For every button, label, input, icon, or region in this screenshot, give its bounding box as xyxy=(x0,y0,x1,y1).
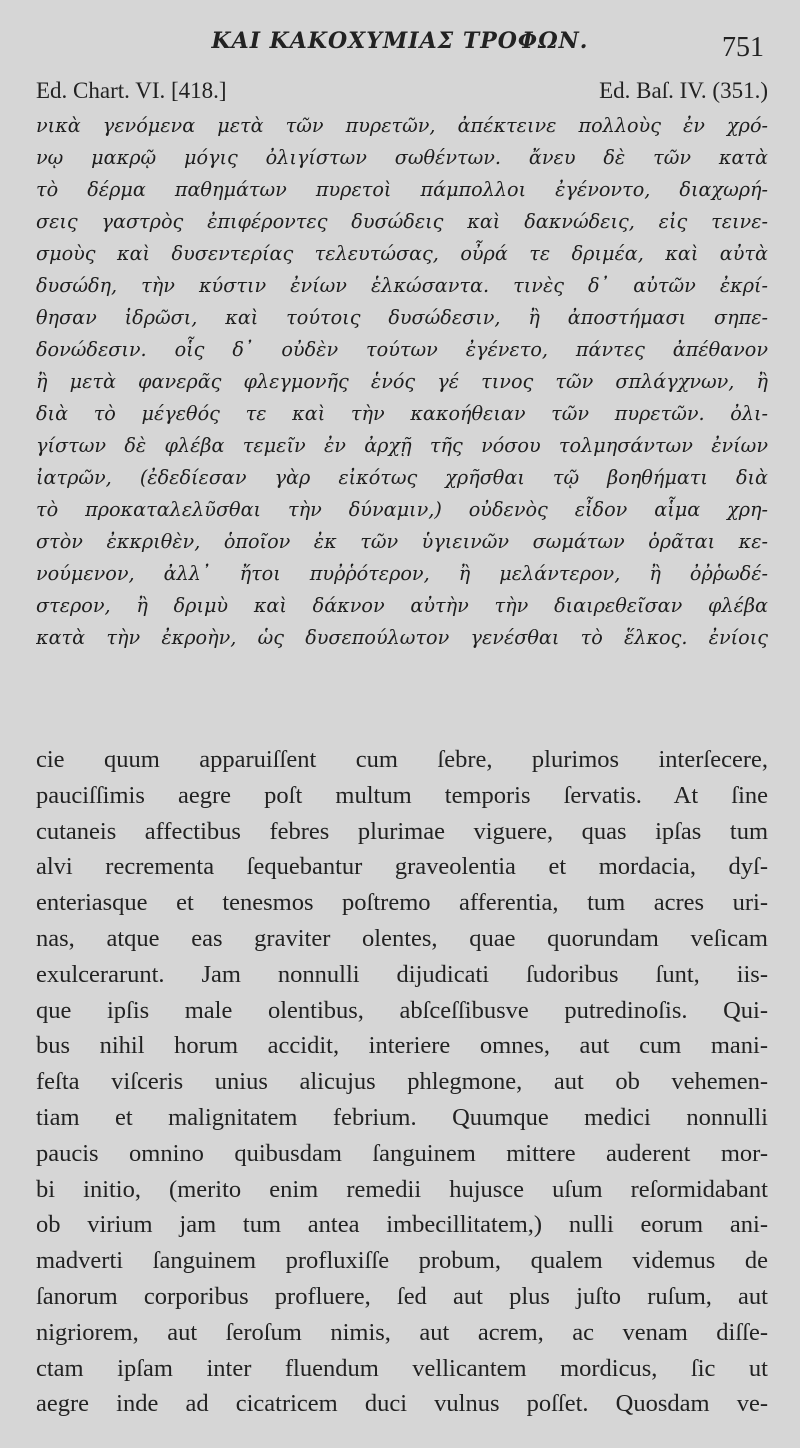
latin-line: tiam et malignitatem febrium. Quumque medici nonnulli xyxy=(36,1103,768,1131)
greek-line: σεις γαστρὸς ἐπιφέροντες δυσώδεις καὶ δακνώδεις, εἰς τεινε- xyxy=(36,210,768,233)
latin-line: nigriorem, aut ſeroſum nimis, aut acrem, ac venam diſſe- xyxy=(36,1318,768,1346)
greek-line: νικὰ γενόμενα μετὰ τῶν πυρετῶν, ἀπέκτεινε πολλοὺς ἐν χρό- xyxy=(36,114,768,137)
latin-line: pauciſſimis aegre poſt multum temporis ſervatis. At ſine xyxy=(36,781,768,809)
edition-reference-right: Ed. Baſ. IV. (351.) xyxy=(599,78,768,103)
latin-line: bi initio, (merito enim remedii hujusce uſum reſormidabant xyxy=(36,1175,768,1203)
greek-line: στὸν ἐκκριθὲν, ὁποῖον ἐκ τῶν ὑγιεινῶν σωμάτων ὁρᾶται κε- xyxy=(36,530,768,553)
latin-line: enteriasque et tenesmos poſtremo afferentia, tum acres uri- xyxy=(36,889,768,917)
latin-line: feſta viſceris unius alicujus phlegmone, aut ob vehemen- xyxy=(36,1068,768,1096)
latin-line: aegre inde ad cicatricem duci vulnus poſſet. Quosdam ve- xyxy=(36,1390,768,1418)
latin-line: cie quum apparuiſſent cum ſebre, plurimos interſecere, xyxy=(36,746,768,773)
greek-line: κατὰ τὴν ἐκροὴν, ὡς δυσεπούλωτον γενέσθαι τὸ ἕλκος. ἐνίοις xyxy=(36,626,768,649)
greek-line: διὰ τὸ μέγεθός τε καὶ τὴν κακοήθειαν τῶν πυρετῶν. ὀλι- xyxy=(36,402,768,425)
greek-line: νῳ μακρῷ μόγις ὀλιγίστων σωθέντων. ἄνευ δὲ τῶν κατὰ xyxy=(36,146,768,169)
greek-line: σμοὺς καὶ δυσεντερίας τελευτώσας, οὖρά τε δριμέα, καὶ αὐτὰ xyxy=(36,242,768,265)
latin-line: alvi recrementa ſequebantur graveolentia et mordacia, dyſ- xyxy=(36,853,768,881)
greek-line: γίστων δὲ φλέβα τεμεῖν ἐν ἀρχῇ τῆς νόσου τολμησάντων ἐνίων xyxy=(36,434,768,457)
latin-line: bus nihil horum accidit, interiere omnes, aut cum mani- xyxy=(36,1032,768,1060)
edition-reference-left: Ed. Chart. VI. [418.] xyxy=(36,78,227,103)
greek-line: τὸ προκαταλελῦσθαι τὴν δύναμιν,) οὐδενὸς εἶδον αἷμα χρη- xyxy=(36,498,768,521)
greek-line: δυσώδη, τὴν κύστιν ἐνίων ἑλκώσαντα. τινὲς δ᾽ αὐτῶν ἐκρί- xyxy=(36,274,768,297)
greek-text-block xyxy=(36,110,768,654)
latin-line: madverti ſanguinem profluxiſſe probum, qualem videmus de xyxy=(36,1247,768,1275)
running-title: ΚΑΙ ΚΑΚΟΧΥΜΙΑΣ ΤΡΟΦΩΝ. xyxy=(211,28,589,54)
greek-line: θησαν ἱδρῶσι, καὶ τούτοις δυσώδεσιν, ἢ ἀποστήμασι σηπε- xyxy=(36,306,768,329)
latin-line: ſanorum corporibus profluere, ſed aut plus juſto ruſum, aut xyxy=(36,1282,768,1310)
latin-line: que ipſis male olentibus, abſceſſibusve putredinoſis. Qui- xyxy=(36,996,768,1024)
latin-line: ob virium jam tum antea imbecillitatem,) nulli eorum ani- xyxy=(36,1211,768,1239)
greek-line: τὸ δέρμα παθημάτων πυρετοὶ πάμπολλοι ἐγένοντο, διαχωρή- xyxy=(36,178,768,201)
page-number: 751 xyxy=(722,32,764,63)
latin-line: exulcerarunt. Jam nonnulli dijudicati ſudoribus ſunt, iis- xyxy=(36,960,768,988)
latin-text-block xyxy=(36,742,768,1422)
greek-line: δονώδεσιν. οἷς δ᾽ οὐδὲν τούτων ἐγένετο, πάντες ἀπέθανον xyxy=(36,338,768,361)
edition-reference-line xyxy=(36,78,768,104)
greek-line: ἰατρῶν, (ἐδεδίεσαν γὰρ εἰκότως χρῆσθαι τῷ βοηθήματι διὰ xyxy=(36,466,768,489)
latin-line: ctam ipſam inter fluendum vellicantem mordicus, ſic ut xyxy=(36,1354,768,1382)
greek-line: ἢ μετὰ φανερᾶς φλεγμονῆς ἑνός γέ τινος τῶν σπλάγχνων, ἢ xyxy=(36,370,768,393)
latin-line: paucis omnino quibusdam ſanguinem mittere auderent mor- xyxy=(36,1139,768,1167)
greek-line: νούμενον, ἀλλ᾽ ἤτοι πυῤῥότερον, ἢ μελάντερον, ἢ ὀῤῥωδέ- xyxy=(36,562,768,585)
latin-line: nas, atque eas graviter olentes, quae quorundam veſicam xyxy=(36,924,768,952)
greek-line: στερον, ἢ δριμὺ καὶ δάκνον αὐτὴν τὴν διαιρεθεῖσαν φλέβα xyxy=(36,594,768,617)
latin-line: cutaneis affectibus febres plurimae viguere, quas ipſas tum xyxy=(36,817,768,845)
